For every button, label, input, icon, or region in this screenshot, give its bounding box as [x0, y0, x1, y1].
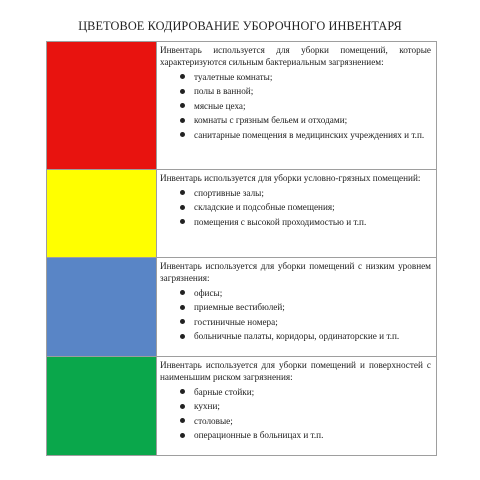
bullet-icon	[180, 389, 185, 394]
bullet-icon	[180, 219, 185, 224]
list-item	[180, 429, 431, 441]
bullet-icon	[180, 319, 185, 324]
description-intro: Инвентарь используется для уборки помещений и поверхностей с наименьшим риском загрязнения:	[160, 360, 431, 382]
list-item	[180, 216, 431, 228]
list-item	[180, 330, 431, 342]
usage-list	[160, 187, 431, 228]
table-row-yellow	[47, 170, 437, 258]
bullet-icon	[180, 433, 185, 438]
table-row-green	[47, 357, 437, 456]
list-item-text: барные стойки;	[194, 386, 255, 397]
list-item	[180, 71, 431, 83]
bullet-icon	[180, 418, 185, 423]
description-cell	[157, 170, 437, 258]
list-item	[180, 301, 431, 313]
color-swatch-green	[47, 357, 157, 456]
list-item	[180, 201, 431, 213]
bullet-icon	[180, 132, 185, 137]
bullet-icon	[180, 103, 185, 108]
list-item	[180, 129, 431, 141]
description-cell	[157, 357, 437, 456]
bullet-icon	[180, 190, 185, 195]
bullet-icon	[180, 404, 185, 409]
list-item-text: полы в ванной;	[194, 86, 254, 96]
list-item-text: спортивные залы;	[194, 187, 264, 198]
usage-list	[160, 287, 431, 343]
list-item-text: гостиничные номера;	[194, 316, 278, 327]
list-item	[180, 100, 431, 112]
color-swatch-red	[47, 42, 157, 170]
list-item-text: офисы;	[194, 287, 223, 298]
list-item-text: больничные палаты, коридоры, ординаторские и т.п.	[194, 331, 400, 341]
list-item-text: операционные в больницах и т.п.	[194, 430, 324, 440]
bullet-icon	[180, 305, 185, 310]
list-item-text: санитарные помещения в медицинских учреждениях и т.п.	[194, 129, 425, 140]
bullet-icon	[180, 74, 185, 79]
list-item	[180, 114, 431, 126]
list-item-text: столовые;	[194, 415, 233, 426]
list-item-text: туалетные комнаты;	[194, 71, 273, 82]
description-intro: Инвентарь используется для уборки помещений с низким уровнем загрязнения:	[160, 261, 431, 283]
table-row-red	[47, 42, 437, 170]
usage-list	[160, 71, 431, 141]
list-item-text: складские и подсобные помещения;	[194, 202, 335, 212]
list-item	[180, 386, 431, 398]
color-swatch-blue	[47, 258, 157, 357]
list-item-text: помещения с высокой проходимостью и т.п.	[194, 216, 367, 227]
list-item	[180, 415, 431, 427]
color-swatch-yellow	[47, 170, 157, 258]
bullet-icon	[180, 334, 185, 339]
list-item	[180, 316, 431, 328]
list-item	[180, 287, 431, 299]
list-item-text: приемные вестибюлей;	[194, 302, 285, 312]
bullet-icon	[180, 89, 185, 94]
description-cell	[157, 42, 437, 170]
list-item-text: мясные цеха;	[194, 100, 246, 111]
page-title: ЦВЕТОВОЕ КОДИРОВАНИЕ УБОРОЧНОГО ИНВЕНТАРЯ	[78, 19, 402, 33]
color-code-table	[46, 41, 437, 456]
list-item	[180, 187, 431, 199]
table-row-blue	[47, 258, 437, 357]
description-intro: Инвентарь используется для уборки помещений, которые характеризуются сильным бактериальным загрязнением:	[160, 45, 431, 67]
description-cell	[157, 258, 437, 357]
bullet-icon	[180, 118, 185, 123]
description-intro: Инвентарь используется для уборки условно-грязных помещений:	[160, 173, 421, 183]
bullet-icon	[180, 205, 185, 210]
list-item-text: комнаты с грязным бельем и отходами;	[194, 115, 348, 125]
bullet-icon	[180, 290, 185, 295]
usage-list	[160, 386, 431, 442]
list-item	[180, 85, 431, 97]
list-item-text: кухни;	[194, 401, 220, 411]
list-item	[180, 400, 431, 412]
